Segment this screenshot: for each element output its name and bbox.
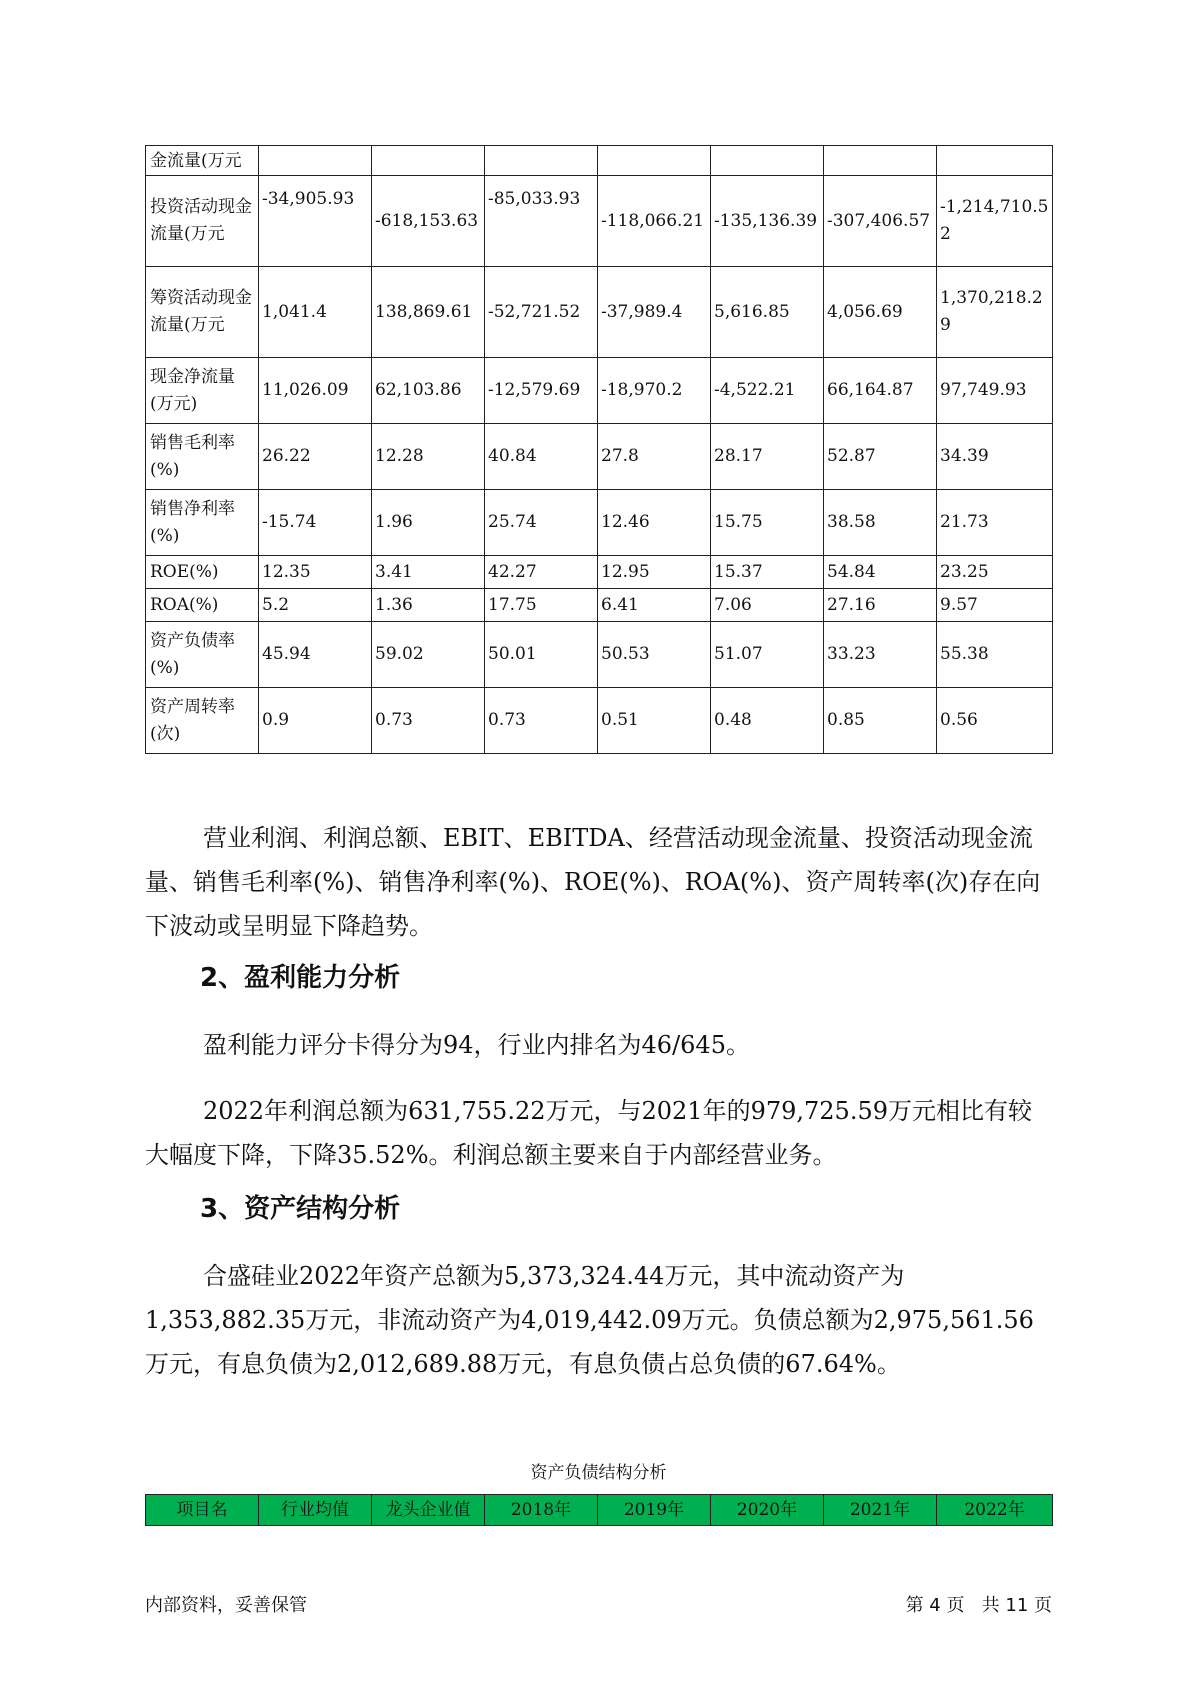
table-cell: 50.53 [598,622,711,688]
page-current: 第 4 页 [905,1595,965,1616]
row-label: 资产周转率(次) [146,688,259,754]
table-cell: 34.39 [937,424,1053,490]
table-cell: 7.06 [711,589,824,622]
row-label: 销售毛利率(%) [146,424,259,490]
table-cell: -307,406.57 [824,176,937,267]
table-cell: 97,749.93 [937,358,1053,424]
table-cell: 9.57 [937,589,1053,622]
column-header: 2019年 [598,1495,711,1526]
row-label: ROA(%) [146,589,259,622]
table-cell: 138,869.61 [372,267,485,358]
table-cell: 33.23 [824,622,937,688]
table-cell: 45.94 [259,622,372,688]
table-row [146,176,1053,267]
table-cell: -85,033.93 [485,176,598,267]
table-cell: 0.73 [485,688,598,754]
balance-structure-table [145,1494,1053,1526]
table-row [146,589,1053,622]
table-cell: 4,056.69 [824,267,937,358]
page-total: 共 11 页 [981,1595,1052,1616]
table-cell: 27.8 [598,424,711,490]
table-cell: 0.51 [598,688,711,754]
table-cell: 15.75 [711,490,824,556]
table-cell: 55.38 [937,622,1053,688]
table-cell: -1,214,710.52 [937,176,1053,267]
table-cell: 59.02 [372,622,485,688]
row-label: 投资活动现金流量(万元 [146,176,259,267]
column-header: 2021年 [824,1495,937,1526]
table-caption: 资产负债结构分析 [530,1463,667,1483]
column-header: 行业均值 [259,1495,372,1526]
table-row [146,146,1053,176]
trend-paragraph: 营业利润、利润总额、EBIT、EBITDA、经营活动现金流量、投资活动现金流量、销售毛利率(%)、销售净利率(%)、ROE(%)、ROA(%)、资产周转率(次)存在向下波动或呈明显下降趋势。 [145,824,1041,940]
table-cell: 0.48 [711,688,824,754]
table-cell [711,146,824,176]
table-cell: -118,066.21 [598,176,711,267]
table-cell: -4,522.21 [711,358,824,424]
table-cell [259,146,372,176]
table-cell: -15.74 [259,490,372,556]
table-cell: 52.87 [824,424,937,490]
table-cell: 1.36 [372,589,485,622]
table-cell: -618,153.63 [372,176,485,267]
table-cell: 38.58 [824,490,937,556]
profit-total-paragraph: 2022年利润总额为631,755.22万元，与2021年的979,725.59万元相比有较大幅度下降，下降35.52%。利润总额主要来自于内部经营业务。 [145,1097,1032,1169]
page-number [906,1594,1052,1618]
table-cell: 3.41 [372,556,485,589]
table-cell: 66,164.87 [824,358,937,424]
section-heading-profitability: 2、盈利能力分析 [200,963,401,993]
row-label: 资产负债率(%) [146,622,259,688]
table-cell: 0.85 [824,688,937,754]
table-cell: -37,989.4 [598,267,711,358]
table-cell: 28.17 [711,424,824,490]
footer-confidential-note: 内部资料，妥善保管 [145,1595,307,1616]
table-cell: 1,041.4 [259,267,372,358]
section-heading-asset-structure: 3、资产结构分析 [200,1194,401,1224]
table-cell [937,146,1053,176]
row-label: 现金净流量(万元) [146,358,259,424]
table-row [146,490,1053,556]
column-header: 项目名 [146,1495,259,1526]
row-label: 金流量(万元 [146,146,259,176]
table-cell: 62,103.86 [372,358,485,424]
table-cell: 40.84 [485,424,598,490]
table-cell: 42.27 [485,556,598,589]
table-cell [372,146,485,176]
table-cell: 15.37 [711,556,824,589]
table-cell: 21.73 [937,490,1053,556]
row-label: ROE(%) [146,556,259,589]
table-cell: 12.28 [372,424,485,490]
table-cell: 17.75 [485,589,598,622]
table-cell: 5,616.85 [711,267,824,358]
column-header: 2018年 [485,1495,598,1526]
table-cell: 1,370,218.29 [937,267,1053,358]
table-cell: 1.96 [372,490,485,556]
table-cell: -135,136.39 [711,176,824,267]
table-cell: 51.07 [711,622,824,688]
table-cell: 6.41 [598,589,711,622]
asset-structure-paragraph: 合盛硅业2022年资产总额为5,373,324.44万元，其中流动资产为1,353,882.35万元，非流动资产为4,019,442.09万元。负债总额为2,975,561.56万元，有息负债为2,012,689.88万元，有息负债占总负债的67.64%。 [145,1262,1034,1378]
table-row [146,267,1053,358]
financial-metrics-table [145,145,1053,754]
table-cell: 25.74 [485,490,598,556]
table-cell: -52,721.52 [485,267,598,358]
table-row [146,556,1053,589]
table-row [146,424,1053,490]
column-header: 2020年 [711,1495,824,1526]
table-header-row [146,1495,1053,1526]
table-row [146,358,1053,424]
table-cell: 0.73 [372,688,485,754]
table-cell: 11,026.09 [259,358,372,424]
table-row [146,688,1053,754]
table-cell: 50.01 [485,622,598,688]
row-label: 销售净利率(%) [146,490,259,556]
column-header: 2022年 [937,1495,1053,1526]
table-cell: 12.95 [598,556,711,589]
table-cell [598,146,711,176]
table-cell: 0.9 [259,688,372,754]
table-cell: -34,905.93 [259,176,372,267]
profitability-score-paragraph: 盈利能力评分卡得分为94，行业内排名为46/645。 [203,1031,750,1059]
table-row [146,622,1053,688]
row-label: 筹资活动现金流量(万元 [146,267,259,358]
table-cell: 12.35 [259,556,372,589]
table-cell: 23.25 [937,556,1053,589]
column-header: 龙头企业值 [372,1495,485,1526]
table-cell: 5.2 [259,589,372,622]
table-cell: 27.16 [824,589,937,622]
table-cell: -18,970.2 [598,358,711,424]
table-cell: 26.22 [259,424,372,490]
table-cell: -12,579.69 [485,358,598,424]
table-cell: 0.56 [937,688,1053,754]
table-cell: 12.46 [598,490,711,556]
table-cell [824,146,937,176]
table-cell [485,146,598,176]
table-cell: 54.84 [824,556,937,589]
